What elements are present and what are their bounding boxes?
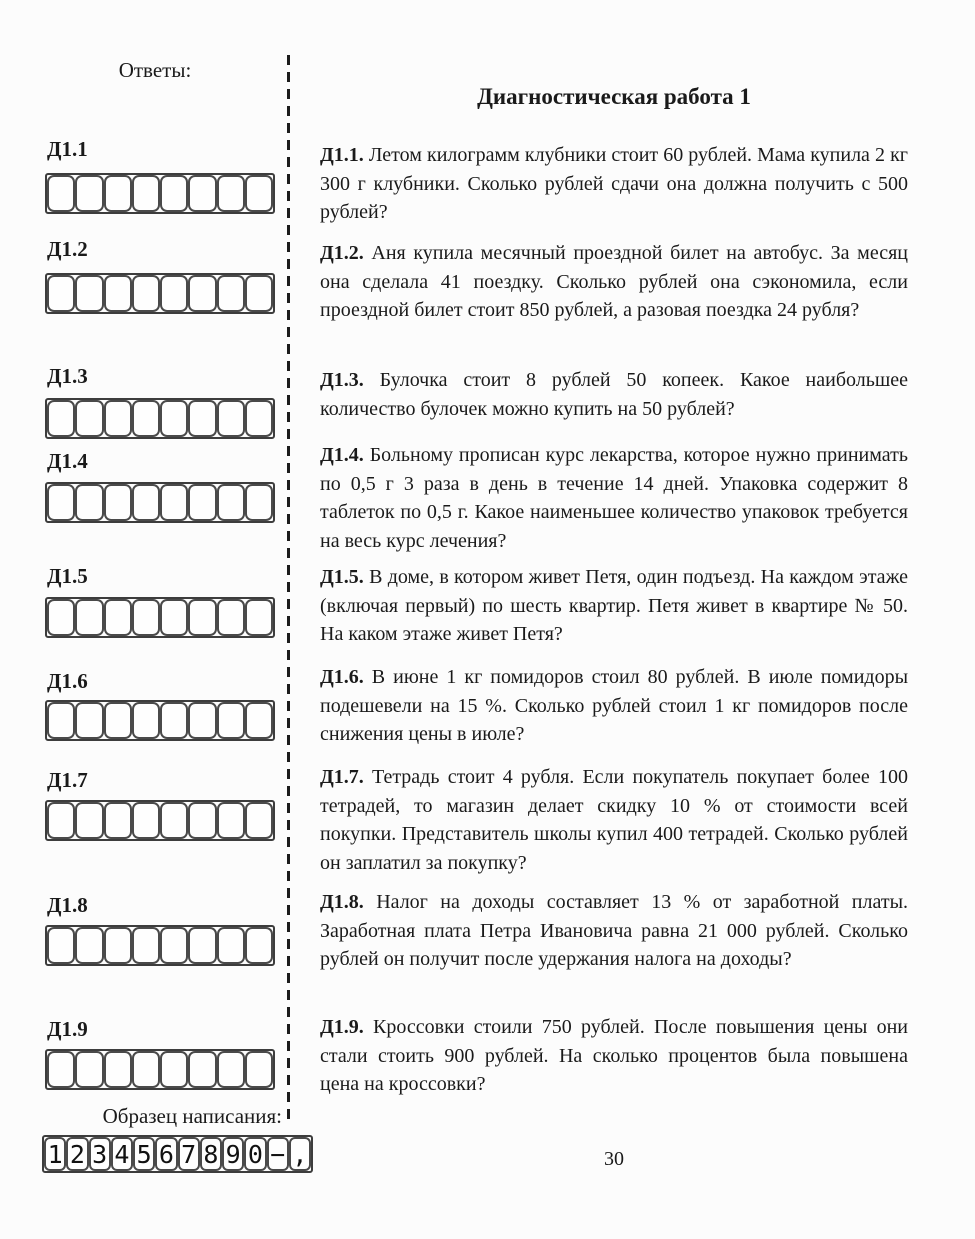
answer-cell[interactable]	[47, 175, 75, 212]
answer-cell[interactable]	[160, 275, 188, 312]
answer-cell[interactable]	[217, 1051, 245, 1088]
answer-cell[interactable]	[188, 927, 216, 964]
answer-label-d1-8: Д1.8	[47, 893, 88, 917]
answer-cell[interactable]	[245, 599, 273, 636]
problem-text: В доме, в котором живет Петя, один подъезд. На каждом этаже (включая первый) по шесть квартир. Петя живет в квартире № 50. На каком этаже живет Петя?	[320, 566, 908, 645]
answer-grid-d1-9	[45, 1049, 275, 1090]
problem-item-d1-9	[320, 1013, 908, 1099]
answer-cell[interactable]	[217, 275, 245, 312]
problem-item-d1-8	[320, 888, 908, 974]
problem-text: Летом килограмм клубники стоит 60 рублей. Мама купила 2 кг 300 г клубники. Сколько рублей сдачи она должна получить с 500 рублей?	[320, 144, 908, 223]
sample-char: 8	[200, 1137, 222, 1171]
answer-cell[interactable]	[132, 484, 160, 521]
answer-cell[interactable]	[188, 484, 216, 521]
answer-cell[interactable]	[132, 702, 160, 739]
answer-cell[interactable]	[104, 484, 132, 521]
answer-cell[interactable]	[132, 1051, 160, 1088]
answer-cell[interactable]	[245, 400, 273, 437]
answer-cell[interactable]	[47, 802, 75, 839]
answer-grid-d1-5	[45, 597, 275, 638]
answer-cell[interactable]	[104, 275, 132, 312]
answer-cell[interactable]	[75, 175, 103, 212]
problem-item-d1-4	[320, 441, 908, 555]
problem-number: Д1.8.	[320, 891, 364, 913]
sample-char: 5	[133, 1137, 155, 1171]
sample-char: 7	[178, 1137, 200, 1171]
answer-label-d1-5: Д1.5	[47, 564, 88, 588]
answer-cell[interactable]	[75, 599, 103, 636]
answer-cell[interactable]	[104, 702, 132, 739]
answer-cell[interactable]	[188, 702, 216, 739]
problem-text: Аня купила месячный проездной билет на автобус. За месяц она сделала 41 поездку. Сколько рублей она сэкономила, если проездной билет стоит 850 рублей, а разовая поездка 24 рубля?	[320, 242, 908, 321]
sample-char: 2	[66, 1137, 88, 1171]
answer-cell[interactable]	[217, 599, 245, 636]
writing-sample-grid	[42, 1135, 313, 1173]
answer-cell[interactable]	[47, 275, 75, 312]
answer-cell[interactable]	[160, 484, 188, 521]
answer-label-d1-1: Д1.1	[47, 137, 88, 161]
answer-cell[interactable]	[104, 802, 132, 839]
answer-cell[interactable]	[217, 702, 245, 739]
sample-char: 4	[111, 1137, 133, 1171]
answer-cell[interactable]	[104, 175, 132, 212]
answer-cell[interactable]	[217, 802, 245, 839]
sample-char: 1	[44, 1137, 66, 1171]
problem-item-d1-2	[320, 239, 908, 325]
answer-label-d1-3: Д1.3	[47, 364, 88, 388]
answer-cell[interactable]	[160, 927, 188, 964]
problem-item-d1-5	[320, 563, 908, 649]
problem-text: Больному прописан курс лекарства, которое нужно принимать по 0,5 г 3 раза в день в течение 14 дней. Упаковка содержит 8 таблеток по 0,5 г. Какое наименьшее количество упаковок требуется на весь курс лечения?	[320, 444, 908, 552]
answer-grid-d1-1	[45, 173, 275, 214]
problem-number: Д1.3.	[320, 369, 364, 391]
answer-cell[interactable]	[47, 1051, 75, 1088]
answer-grid-d1-2	[45, 273, 275, 314]
answer-cell[interactable]	[75, 400, 103, 437]
answer-cell[interactable]	[245, 802, 273, 839]
answer-cell[interactable]	[188, 599, 216, 636]
answer-cell[interactable]	[47, 927, 75, 964]
answer-cell[interactable]	[104, 927, 132, 964]
problem-item-d1-3	[320, 366, 908, 423]
answer-cell[interactable]	[75, 484, 103, 521]
answer-cell[interactable]	[104, 599, 132, 636]
answer-grid-d1-4	[45, 482, 275, 523]
problem-number: Д1.5.	[320, 566, 364, 588]
sample-char: 3	[89, 1137, 111, 1171]
answer-cell[interactable]	[217, 927, 245, 964]
sample-char: ,	[289, 1137, 311, 1171]
answer-cell[interactable]	[132, 927, 160, 964]
sample-char: 6	[155, 1137, 177, 1171]
problem-number: Д1.9.	[320, 1016, 364, 1038]
problem-text: Налог на доходы составляет 13 % от заработной платы. Заработная плата Петра Ивановича равна 21 000 рублей. Сколько рублей он получит после удержания налога на доходы?	[320, 891, 909, 970]
problem-number: Д1.2.	[320, 242, 364, 264]
answer-label-d1-7: Д1.7	[47, 768, 88, 792]
sample-char: −	[267, 1137, 289, 1171]
problem-text: Кроссовки стоили 750 рублей. После повышения цены они стали стоить 900 рублей. На сколько процентов была повышена цена на кроссовки?	[320, 1016, 908, 1095]
writing-sample-label: Образец написания:	[102, 1104, 282, 1128]
answer-label-d1-4: Д1.4	[47, 449, 88, 473]
answer-cell[interactable]	[132, 599, 160, 636]
answer-cell[interactable]	[160, 175, 188, 212]
answer-label-d1-9: Д1.9	[47, 1017, 88, 1041]
page-number: 30	[604, 1148, 624, 1170]
answer-cell[interactable]	[47, 599, 75, 636]
answer-grid-d1-8	[45, 925, 275, 966]
answer-cell[interactable]	[245, 484, 273, 521]
answer-cell[interactable]	[188, 1051, 216, 1088]
answer-cell[interactable]	[75, 275, 103, 312]
problem-item-d1-7	[320, 763, 908, 877]
answer-cell[interactable]	[245, 175, 273, 212]
answer-cell[interactable]	[160, 599, 188, 636]
answer-label-d1-2: Д1.2	[47, 237, 88, 261]
answer-cell[interactable]	[104, 1051, 132, 1088]
problem-item-d1-1	[320, 141, 908, 227]
answer-cell[interactable]	[188, 175, 216, 212]
problem-number: Д1.7.	[320, 766, 364, 788]
answer-cell[interactable]	[160, 702, 188, 739]
answer-label-d1-6: Д1.6	[47, 669, 88, 693]
answer-cell[interactable]	[47, 484, 75, 521]
answer-grid-d1-6	[45, 700, 275, 741]
answer-cell[interactable]	[188, 400, 216, 437]
answer-cell[interactable]	[132, 275, 160, 312]
problem-text: Булочка стоит 8 рублей 50 копеек. Какое наибольшее количество булочек можно купить на 50 рублей?	[320, 369, 909, 420]
answer-grid-d1-7	[45, 800, 275, 841]
answer-cell[interactable]	[75, 702, 103, 739]
problem-number: Д1.1.	[320, 144, 364, 166]
answer-cell[interactable]	[47, 400, 75, 437]
answer-cell[interactable]	[245, 927, 273, 964]
answer-grid-d1-3	[45, 398, 275, 439]
answer-cell[interactable]	[160, 400, 188, 437]
answer-cell[interactable]	[188, 802, 216, 839]
answer-cell[interactable]	[104, 400, 132, 437]
answer-cell[interactable]	[75, 927, 103, 964]
problem-text: Тетрадь стоит 4 рубля. Если покупатель покупает более 100 тетрадей, то магазин делает скидку 10 % от стоимости всей покупки. Представитель школы купил 400 тетрадей. Сколько рублей он заплатил за покупку?	[320, 766, 908, 874]
answer-cell[interactable]	[188, 275, 216, 312]
problem-number: Д1.6.	[320, 666, 364, 688]
answer-cell[interactable]	[160, 802, 188, 839]
answer-cell[interactable]	[245, 275, 273, 312]
problem-number: Д1.4.	[320, 444, 364, 466]
answer-cell[interactable]	[132, 802, 160, 839]
page-title: Диагностическая работа 1	[477, 84, 751, 109]
answer-cell[interactable]	[47, 702, 75, 739]
answer-cell[interactable]	[217, 400, 245, 437]
problem-item-d1-6	[320, 663, 908, 749]
answer-cell[interactable]	[217, 484, 245, 521]
column-divider-dashed-line	[287, 55, 290, 1120]
answer-cell[interactable]	[75, 802, 103, 839]
sample-char: 9	[222, 1137, 244, 1171]
answer-cell[interactable]	[160, 1051, 188, 1088]
problem-text: В июне 1 кг помидоров стоил 80 рублей. В июле помидоры подешевели на 15 %. Сколько рублей стоил 1 кг помидоров после снижения цены в июле?	[320, 666, 909, 745]
answer-cell[interactable]	[245, 702, 273, 739]
sample-char: 0	[244, 1137, 266, 1171]
answer-cell[interactable]	[75, 1051, 103, 1088]
answer-cell[interactable]	[217, 175, 245, 212]
answer-cell[interactable]	[245, 1051, 273, 1088]
answer-cell[interactable]	[132, 175, 160, 212]
answers-header: Ответы:	[118, 58, 192, 82]
answer-cell[interactable]	[132, 400, 160, 437]
